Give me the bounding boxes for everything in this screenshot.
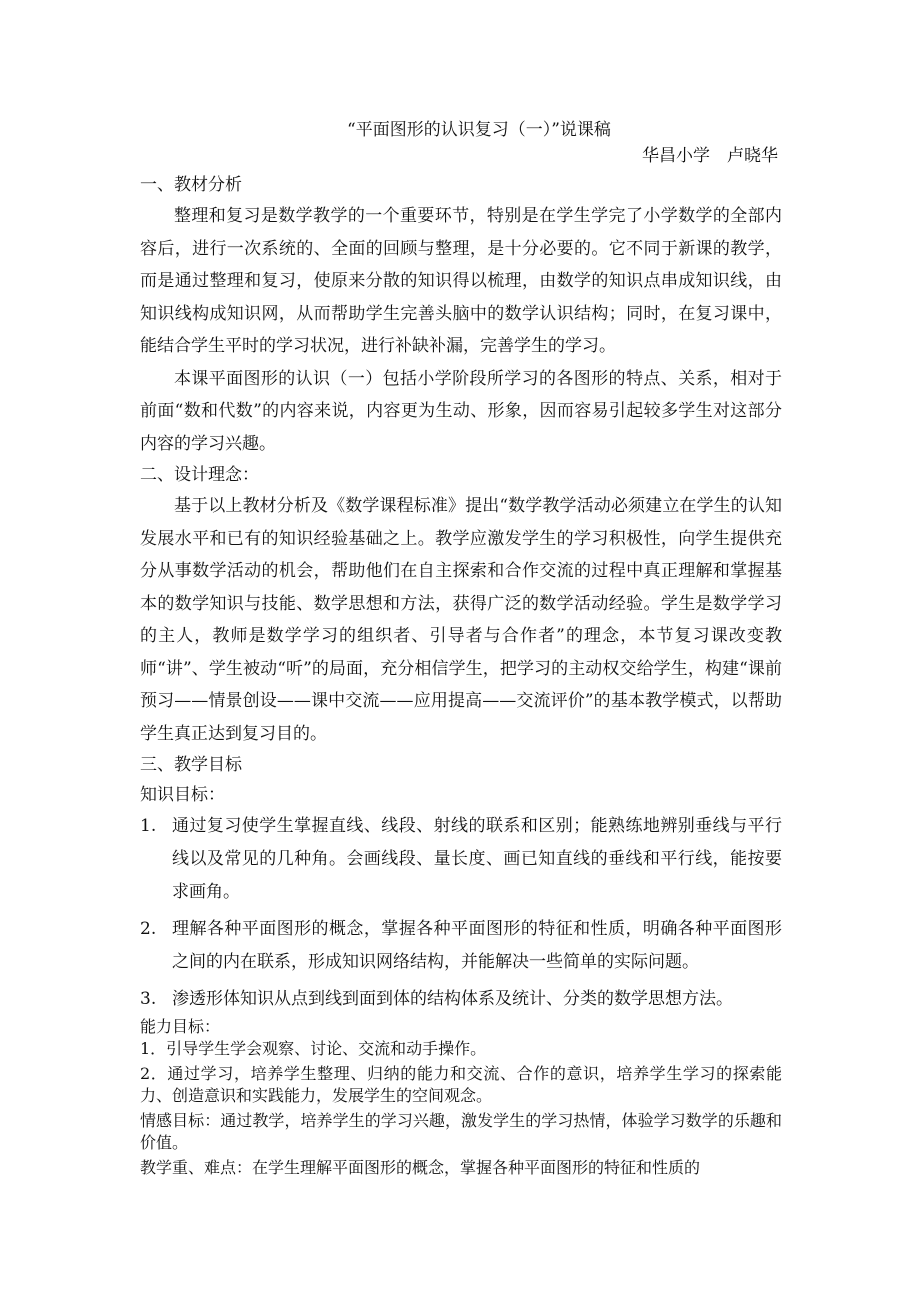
list-item: [140, 983, 782, 1016]
list-item-number: 1.: [140, 816, 157, 836]
paragraph: 本课平面图形的认识（一）包括小学阶段所学习的各图形的特点、关系，相对于前面“数和代数”的内容来说，内容更为生动、形象，因而容易引起较多学生对这部分内容的学习兴趣。: [140, 368, 782, 454]
ability-goal-item: 2．通过学习，培养学生整理、归纳的能力和交流、合作的意识，培养学生学习的探索能力、创造意识和实践能力，发展学生的空间观念。: [140, 1064, 782, 1105]
list-item-text: 通过复习使学生掌握直线、线段、射线的联系和区别；能熟练地辨别垂线与平行线以及常见的几种角。会画线段、量长度、画已知直线的垂线和平行线，能按要求画角。: [172, 816, 782, 902]
paragraph: 整理和复习是数学教学的一个重要环节，特别是在学生学完了小学数学的全部内容后，进行一次系统的、全面的回顾与整理，是十分必要的。它不同于新课的教学，而是通过整理和复习，使原来分散的知识得以梳理，由数学的知识点串成知识线，由知识线构成知识网，从而帮助学生完善头脑中的数学认识结构；同时，在复习课中，能结合学生平时的学习状况，进行补缺补漏，完善学生的学习。: [140, 206, 782, 356]
section-heading-teaching-goals: 三、教学目标: [140, 755, 242, 775]
section-heading-textbook-analysis: 一、教材分析: [140, 175, 242, 195]
key-points: 教学重、难点：在学生理解平面图形的概念，掌握各种平面图形的特征和性质的: [140, 1158, 701, 1177]
knowledge-goals-label: 知识目标：: [140, 785, 225, 805]
document-title: “平面图形的认识复习（一）”说课稿: [347, 120, 611, 140]
emotion-goals: 情感目标：通过教学，培养学生的学习兴趣，激发学生的学习热情，体验学习数学的乐趣和价值。: [140, 1111, 782, 1152]
list-item-number: 3.: [140, 989, 157, 1009]
list-item-text: 渗透形体知识从点到线到面到体的结构体系及统计、分类的数学思想方法。: [172, 989, 733, 1009]
section-heading-design-concept: 二、设计理念：: [140, 465, 259, 485]
list-item: [140, 913, 782, 979]
ability-goals-label: 能力目标：: [140, 1017, 221, 1036]
list-item-number: 2.: [140, 919, 157, 939]
document-page: [140, 118, 782, 1179]
ability-goal-item: 1．引导学生学会观察、讨论、交流和动手操作。: [140, 1039, 487, 1058]
list-item-text: 理解各种平面图形的概念，掌握各种平面图形的特征和性质，明确各种平面图形之间的内在联系，形成知识网络结构，并能解决一些简单的实际问题。: [172, 919, 782, 972]
paragraph: 基于以上教材分析及《数学课程标准》提出“数学教学活动必须建立在学生的认知发展水平和已有的知识经验基础之上。教学应激发学生的学习积极性，向学生提供充分从事数学活动的机会，帮助他们在自主探索和合作交流的过程中真正理解和掌握基本的数学知识与技能、数学思想和方法，获得广泛的数学活动经验。学生是数学学习的主人，教师是数学学习的组织者、引导者与合作者”的理念，本节复习课改变教师“讲”、学生被动“听”的局面，充分相信学生，把学习的主动权交给学生，构建“课前预习——情景创设——课中交流——应用提高——交流评价”的基本教学模式，以帮助学生真正达到复习目的。: [140, 496, 782, 744]
knowledge-goals-list: [140, 810, 782, 1016]
list-item: [140, 810, 782, 909]
document-author: 华昌小学 卢晓华: [642, 146, 778, 166]
